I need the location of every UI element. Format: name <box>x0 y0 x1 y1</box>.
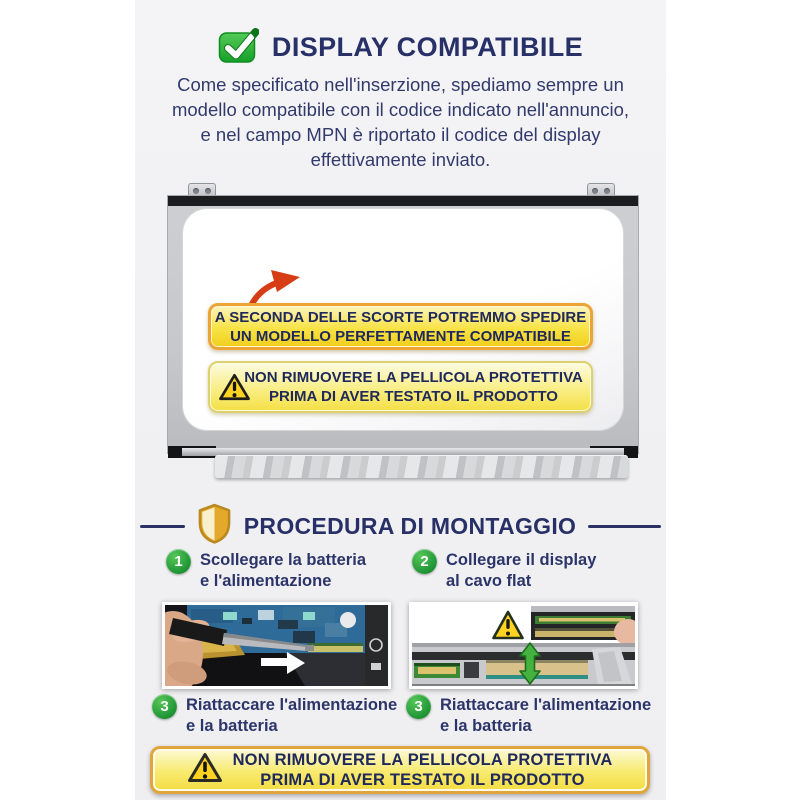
stock-warning-label <box>208 303 593 350</box>
photo-disconnect-battery <box>162 602 391 689</box>
divider-right <box>588 525 661 528</box>
shield-icon <box>197 503 232 549</box>
panel-top-edge <box>168 196 638 206</box>
warning-triangle-icon <box>188 752 222 788</box>
intro-line: e nel campo MPN è riportato il codice del display <box>200 124 601 145</box>
step-2-label: Collegare il display al cavo flat <box>446 551 597 590</box>
page-title: DISPLAY COMPATIBILE <box>271 32 584 62</box>
step-1-label: Scollegare la batteria e l'alimentazione <box>200 551 366 590</box>
header <box>135 27 666 68</box>
intro-text <box>135 72 666 172</box>
step-3-left-label: Riattaccare l'alimentazione e la batteria <box>186 696 398 735</box>
section-title: PROCEDURA DI MONTAGGIO <box>243 512 577 539</box>
intro-line: effettivamente inviato. <box>310 149 491 170</box>
step-1-badge: 1 <box>166 549 191 574</box>
connector-inset-photo <box>531 606 635 645</box>
procedure-heading <box>135 504 666 548</box>
step-3-right-label: Riattaccare l'alimentazione e la batteria <box>440 696 652 735</box>
panel-foil-board <box>215 455 628 478</box>
footer-warning-text: NON RIMUOVERE LA PELLICOLA PROTETTIVA PRIMA DI AVER TESTATO IL PRODOTTO <box>232 751 613 789</box>
stock-warning-line: A SECONDA DELLE SCORTE POTREMMO SPEDIRE <box>214 308 587 326</box>
divider-left <box>140 525 185 528</box>
step-3-right <box>406 694 651 737</box>
film-warning-line: PRIMA DI AVER TESTATO IL PRODOTTO <box>269 388 558 405</box>
photo-connect-display <box>409 602 638 689</box>
footer-warning-banner <box>150 746 650 794</box>
step-2 <box>412 549 596 592</box>
step-1 <box>166 549 366 592</box>
step-3-left-badge: 3 <box>152 694 177 719</box>
intro-line: Come specificato nell'inserzione, spediamo sempre un <box>177 74 624 95</box>
warning-triangle-icon <box>219 373 250 406</box>
lcd-panel-illustration <box>168 183 638 483</box>
check-icon <box>218 27 259 68</box>
content-column <box>135 0 666 800</box>
film-warning-line: NON RIMUOVERE LA PELLICOLA PROTETTIVA <box>244 369 583 386</box>
stock-warning-line: UN MODELLO PERFETTAMENTE COMPATIBILE <box>230 327 571 345</box>
step-3-left <box>152 694 397 737</box>
step-2-badge: 2 <box>412 549 437 574</box>
panel-edge-view <box>412 643 635 686</box>
step-3-right-badge: 3 <box>406 694 431 719</box>
intro-line: modello compatibile con il codice indicato nell'annuncio, <box>171 99 630 120</box>
film-warning-label <box>208 361 593 413</box>
